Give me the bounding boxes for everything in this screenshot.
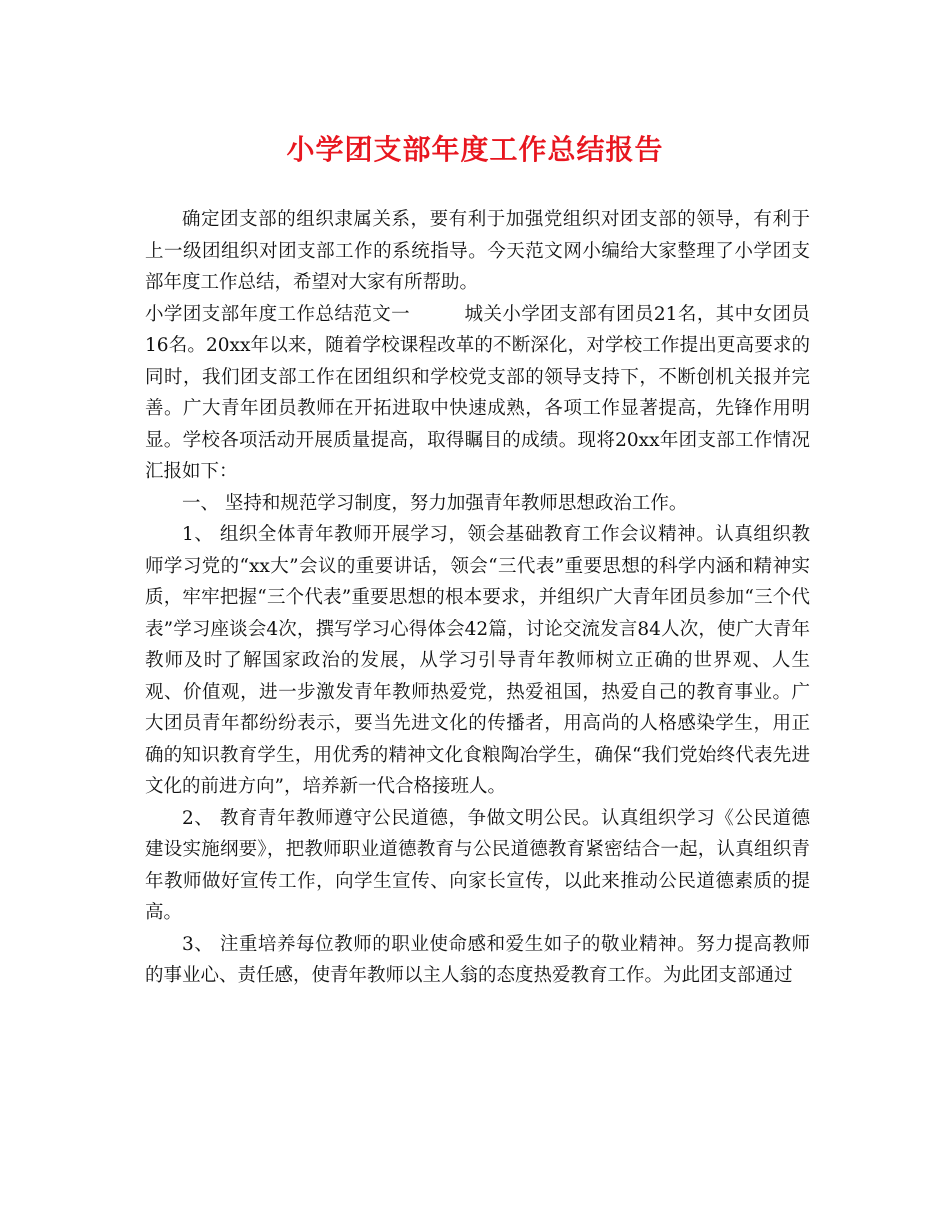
document-body [145,204,810,992]
sample-paragraph [145,299,810,488]
item-paragraph-3: 3、 注重培养每位教师的职业使命感和爱生如子的敬业精神。努力提高教师的事业心、责任感，使青年教师以主人翁的态度热爱教育工作。为此团支部通过 [145,933,810,986]
item-paragraph-1: 1、 组织全体青年教师开展学习，领会基础教育工作会议精神。认真组织教师学习党的“xx大”会议的重要讲话，领会“三代表”重要思想的科学内涵和精神实质，牢牢把握“三个代表”重要思想的根本要求，并组织广大青年团员参加“三个代表”学习座谈会4次，撰写学习心得体会42篇，讨论交流发言84人次，使广大青年教师及时了解国家政治的发展，从学习引导青年教师树立正确的世界观、人生观、价值观，进一步激发青年教师热爱党，热爱祖国，热爱自己的教育事业。广大团员青年都纷纷表示，要当先进文化的传播者，用高尚的人格感染学生，用正确的知识教育学生，用优秀的精神文化食粮陶冶学生，确保“我们党始终代表先进文化的前进方向”，培养新一代合格接班人。 [145,524,810,797]
item-paragraph-2: 2、 教育青年教师遵守公民道德，争做文明公民。认真组织学习《公民道德建设实施纲要》，把教师职业道德教育与公民道德教育紧密结合一起，认真组织青年教师做好宣传工作，向学生宣传、向家长宣传，以此来推动公民道德素质的提高。 [145,807,810,923]
sample-heading: 小学团支部年度工作总结范文一 [145,303,411,325]
section-heading-1: 一、 坚持和规范学习制度，努力加强青年教师思想政治工作。 [182,492,688,514]
sample-opening-text: 城关小学团支部有团员21名，其中女团员16名。20xx年以来，随着学校课程改革的不断深化，对学校工作提出更高要求的同时，我们团支部工作在团组织和学校党支部的领导支持下，不断创机关报并完善。广大青年团员教师在开拓进取中快速成熟，各项工作显著提高，先锋作用明显。学校各项活动开展质量提高，取得瞩目的成绩。现将20xx年团支部工作情况汇报如下： [145,303,810,482]
document-title: 小学团支部年度工作总结报告 [286,133,664,166]
intro-paragraph: 确定团支部的组织隶属关系，要有利于加强党组织对团支部的领导，有利于上一级团组织对团支部工作的系统指导。今天范文网小编给大家整理了小学团支部年度工作总结，希望对大家有所帮助。 [145,209,810,293]
